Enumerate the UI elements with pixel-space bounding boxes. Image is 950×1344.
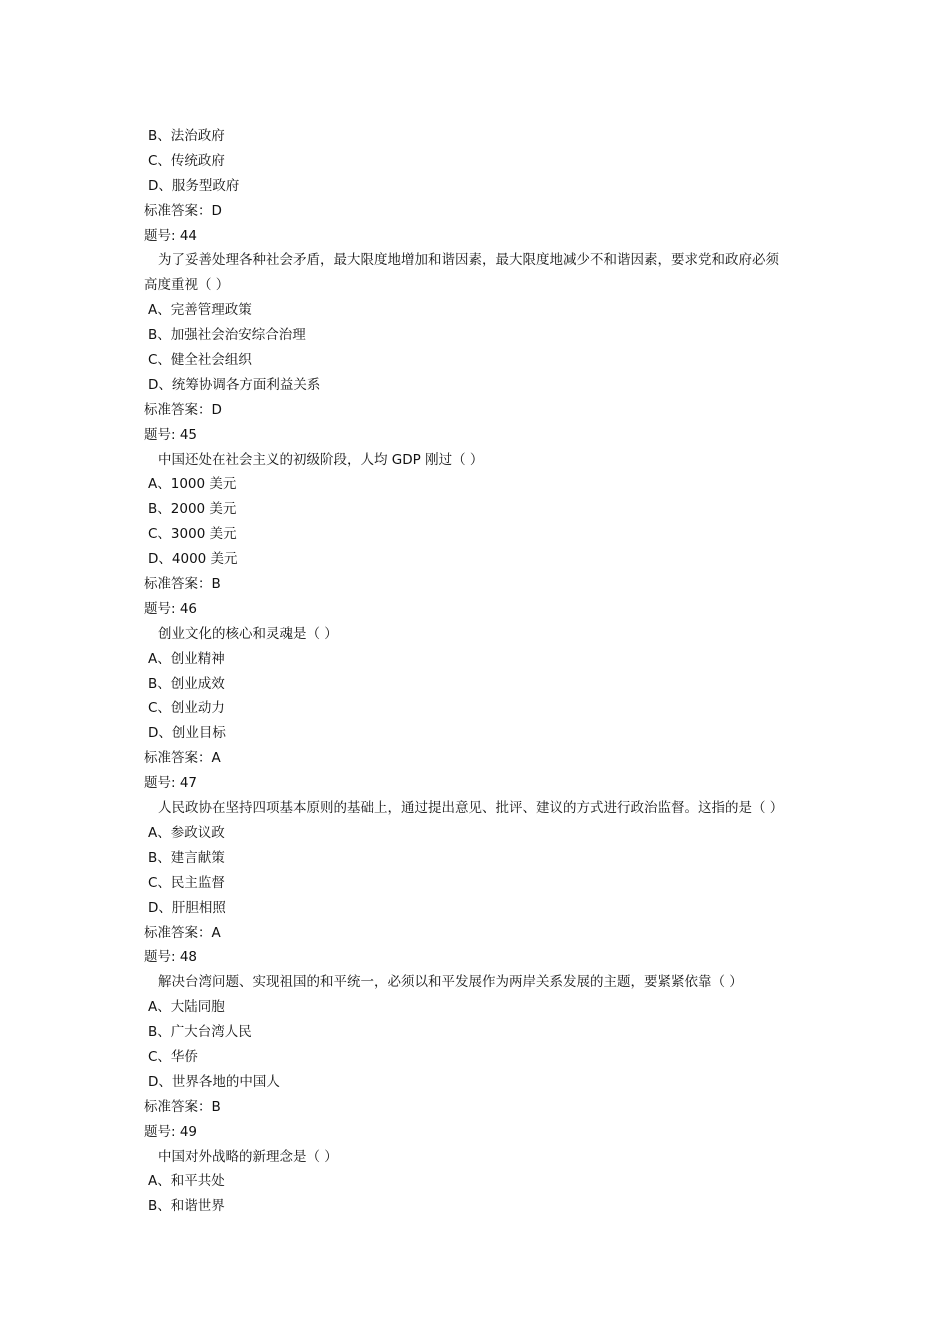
answer-option: B、法治政府 (148, 128, 225, 144)
standard-answer: 标准答案：B (144, 1098, 221, 1115)
answer-option: B、和谐世界 (148, 1198, 225, 1215)
answer-option: C、华侨 (148, 1048, 198, 1065)
answer-option: A、参政议政 (148, 824, 225, 841)
document-page (144, 124, 814, 1219)
answer-option: B、广大台湾人民 (148, 1024, 252, 1041)
question-number: 题号: 45 (144, 426, 198, 443)
question-number: 题号: 46 (144, 600, 198, 617)
question-text-continued: 高度重视（ ） (144, 277, 230, 294)
answer-option: B、建言献策 (148, 849, 225, 866)
question-number: 题号: 49 (144, 1123, 198, 1140)
answer-option: C、健全社会组织 (148, 352, 252, 369)
answer-option: D、服务型政府 (148, 177, 240, 194)
standard-answer: 标准答案：D (144, 202, 222, 219)
answer-option: A、创业精神 (148, 650, 225, 667)
standard-answer: 标准答案：D (144, 401, 222, 418)
answer-option: B、加强社会治安综合治理 (148, 327, 306, 344)
question-number: 题号: 44 (144, 227, 198, 244)
answer-option: D、4000 美元 (148, 551, 238, 568)
answer-option: C、民主监督 (148, 874, 225, 891)
question-number: 题号: 47 (144, 775, 198, 792)
answer-option: C、创业动力 (148, 700, 225, 717)
question-text: 解决台湾问题、实现祖国的和平统一，必须以和平发展作为两岸关系发展的主题，要紧紧依靠（ ） (158, 974, 743, 991)
question-text: 创业文化的核心和灵魂是（ ） (158, 625, 338, 642)
standard-answer: 标准答案：A (144, 750, 221, 767)
answer-option: D、肝胆相照 (148, 899, 226, 916)
question-text: 中国还处在社会主义的初级阶段，人均 GDP 刚过（ ） (158, 451, 484, 468)
answer-option: A、大陆同胞 (148, 999, 225, 1016)
answer-option: D、创业目标 (148, 725, 226, 742)
answer-option: B、创业成效 (148, 675, 225, 692)
question-text: 中国对外战略的新理念是（ ） (158, 1148, 338, 1165)
standard-answer: 标准答案：B (144, 576, 221, 593)
answer-option: C、3000 美元 (148, 526, 237, 543)
answer-option: C、传统政府 (148, 152, 225, 169)
question-text: 人民政协在坚持四项基本原则的基础上，通过提出意见、批评、建议的方式进行政治监督。这指的是（ ） (158, 800, 784, 817)
answer-option: B、2000 美元 (148, 501, 237, 518)
standard-answer: 标准答案：A (144, 924, 221, 941)
question-text: 为了妥善处理各种社会矛盾，最大限度地增加和谐因素，最大限度地减少不和谐因素，要求党和政府必须 (158, 252, 779, 269)
answer-option: D、世界各地的中国人 (148, 1073, 280, 1090)
answer-option: A、完善管理政策 (148, 302, 252, 319)
answer-option: A、和平共处 (148, 1173, 225, 1190)
answer-option: A、1000 美元 (148, 476, 237, 493)
answer-option: D、统筹协调各方面利益关系 (148, 376, 321, 393)
question-number: 题号: 48 (144, 949, 198, 966)
